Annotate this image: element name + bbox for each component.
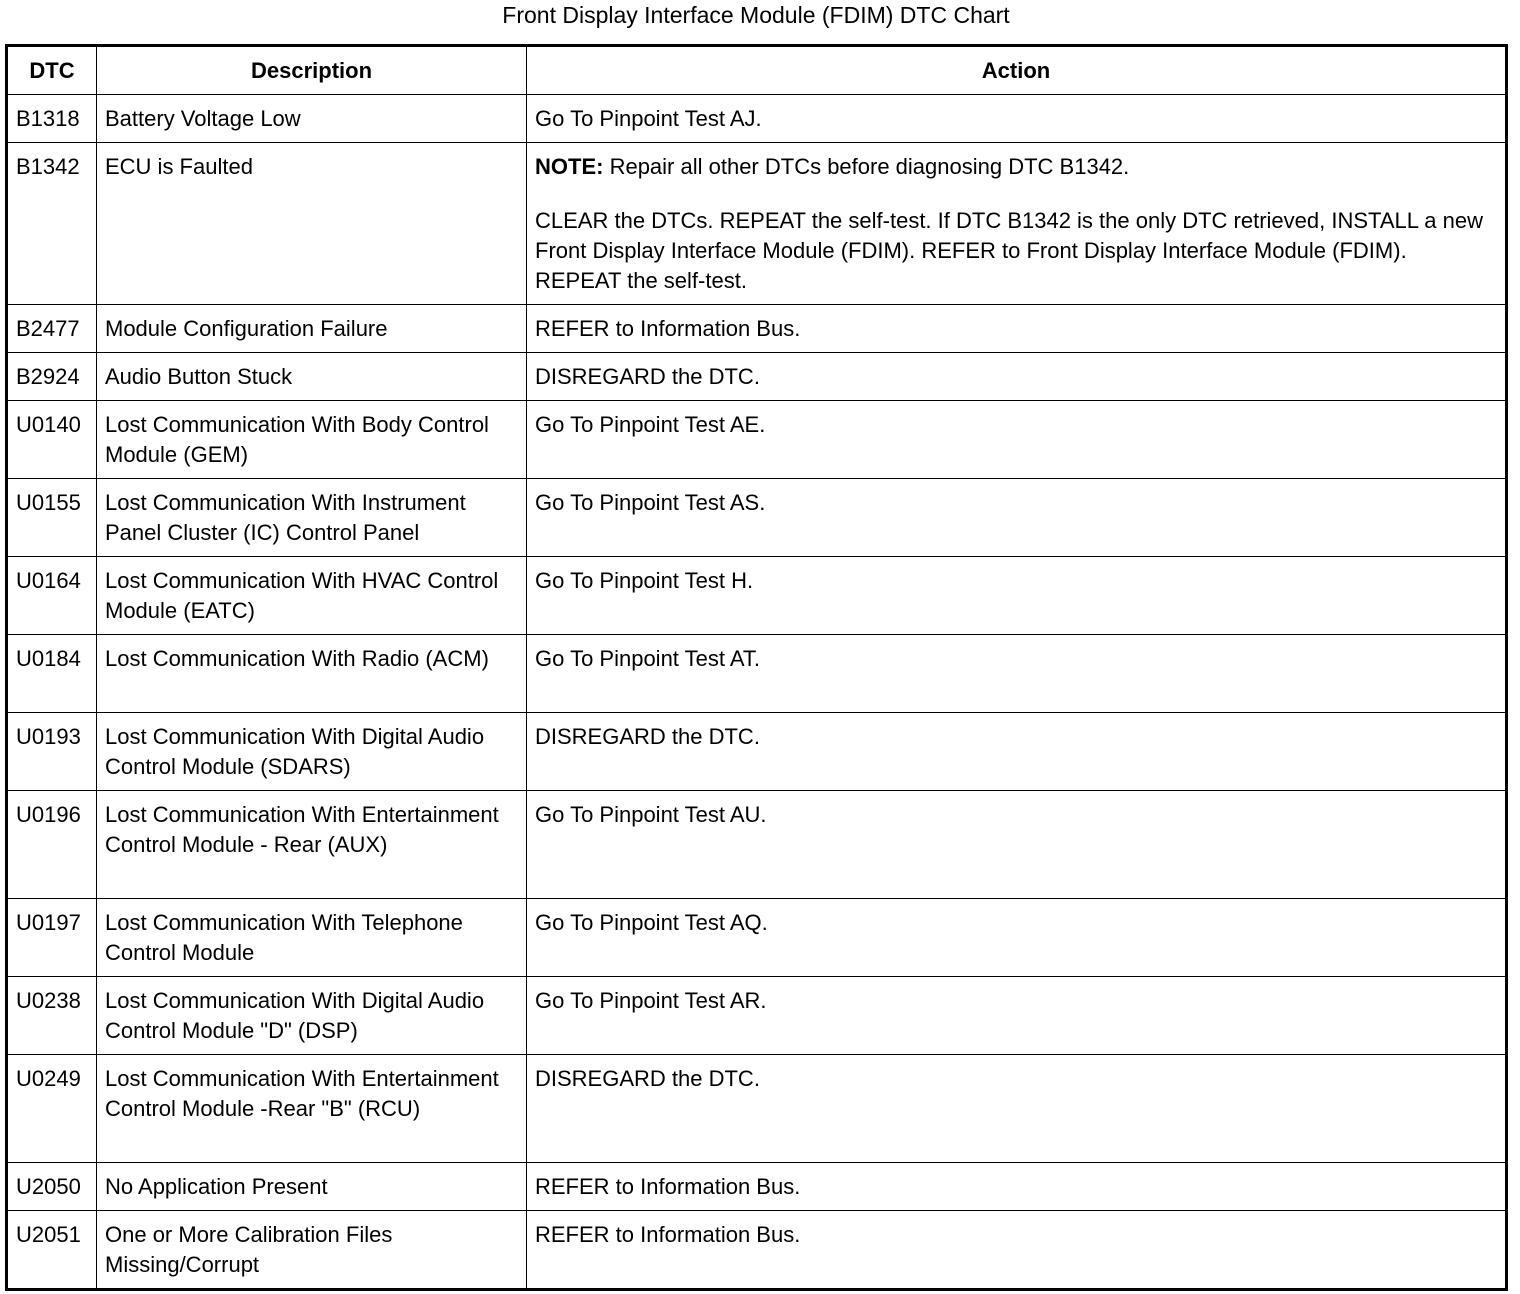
table-row	[7, 713, 1507, 791]
dtc-code: U0140	[7, 401, 97, 479]
action-cell: Go To Pinpoint Test H.	[527, 557, 1507, 635]
description-cell: Audio Button Stuck	[97, 353, 527, 401]
dtc-code: B2477	[7, 305, 97, 353]
dtc-code: U0193	[7, 713, 97, 791]
description-cell: Lost Communication With Body Control Module (GEM)	[97, 401, 527, 479]
dtc-code: B1342	[7, 143, 97, 305]
description-cell: Lost Communication With Radio (ACM)	[97, 635, 527, 713]
header-action: Action	[527, 46, 1507, 95]
header-row	[7, 46, 1507, 95]
dtc-table	[5, 44, 1508, 1291]
table-row	[7, 95, 1507, 143]
table-row	[7, 899, 1507, 977]
table-row	[7, 977, 1507, 1055]
action-cell: DISREGARD the DTC.	[527, 713, 1507, 791]
table-row	[7, 479, 1507, 557]
action-cell: REFER to Information Bus.	[527, 1211, 1507, 1290]
table-row	[7, 305, 1507, 353]
note-text: Repair all other DTCs before diagnosing DTC B1342.	[603, 154, 1130, 179]
description-cell: Lost Communication With Digital Audio Control Module "D" (DSP)	[97, 977, 527, 1055]
description-cell: ECU is Faulted	[97, 143, 527, 305]
header-description: Description	[97, 46, 527, 95]
dtc-code: U0249	[7, 1055, 97, 1163]
action-cell: Go To Pinpoint Test AR.	[527, 977, 1507, 1055]
note-paragraph	[535, 152, 1497, 182]
description-cell: No Application Present	[97, 1163, 527, 1211]
header-dtc: DTC	[7, 46, 97, 95]
description-cell: Battery Voltage Low	[97, 95, 527, 143]
dtc-code: B2924	[7, 353, 97, 401]
action-cell	[527, 143, 1507, 305]
action-cell: REFER to Information Bus.	[527, 1163, 1507, 1211]
chart-title: Front Display Interface Module (FDIM) DTC Chart	[502, 2, 1010, 28]
action-cell: Go To Pinpoint Test AT.	[527, 635, 1507, 713]
action-cell: Go To Pinpoint Test AJ.	[527, 95, 1507, 143]
action-cell: Go To Pinpoint Test AU.	[527, 791, 1507, 899]
table-row	[7, 557, 1507, 635]
note-label: NOTE:	[535, 154, 604, 179]
table-row	[7, 635, 1507, 713]
action-cell: REFER to Information Bus.	[527, 305, 1507, 353]
description-cell: Lost Communication With Entertainment Control Module -Rear "B" (RCU)	[97, 1055, 527, 1163]
dtc-code: U0197	[7, 899, 97, 977]
action-cell: Go To Pinpoint Test AS.	[527, 479, 1507, 557]
dtc-code: U2051	[7, 1211, 97, 1290]
action-paragraph: CLEAR the DTCs. REPEAT the self-test. If DTC B1342 is the only DTC retrieved, INSTALL a new Front Display Interface Module (FDIM). REFER to Front Display Interface Module (FDIM). REPEAT the self-test.	[535, 208, 1483, 293]
table-row	[7, 1163, 1507, 1211]
dtc-code: U0196	[7, 791, 97, 899]
dtc-code: U0184	[7, 635, 97, 713]
action-cell: DISREGARD the DTC.	[527, 1055, 1507, 1163]
action-cell: DISREGARD the DTC.	[527, 353, 1507, 401]
description-cell: Lost Communication With Telephone Control Module	[97, 899, 527, 977]
dtc-code: U0164	[7, 557, 97, 635]
dtc-code: U2050	[7, 1163, 97, 1211]
dtc-code: U0155	[7, 479, 97, 557]
table-row	[7, 143, 1507, 305]
description-cell: Lost Communication With Digital Audio Control Module (SDARS)	[97, 713, 527, 791]
description-cell: Lost Communication With Instrument Panel Cluster (IC) Control Panel	[97, 479, 527, 557]
dtc-code: U0238	[7, 977, 97, 1055]
table-row	[7, 353, 1507, 401]
action-cell: Go To Pinpoint Test AE.	[527, 401, 1507, 479]
description-cell: Lost Communication With HVAC Control Module (EATC)	[97, 557, 527, 635]
action-cell: Go To Pinpoint Test AQ.	[527, 899, 1507, 977]
table-row	[7, 401, 1507, 479]
dtc-code: B1318	[7, 95, 97, 143]
description-cell: One or More Calibration Files Missing/Corrupt	[97, 1211, 527, 1290]
table-row	[7, 1055, 1507, 1163]
table-row	[7, 1211, 1507, 1290]
description-cell: Module Configuration Failure	[97, 305, 527, 353]
table-row	[7, 791, 1507, 899]
description-cell: Lost Communication With Entertainment Control Module - Rear (AUX)	[97, 791, 527, 899]
